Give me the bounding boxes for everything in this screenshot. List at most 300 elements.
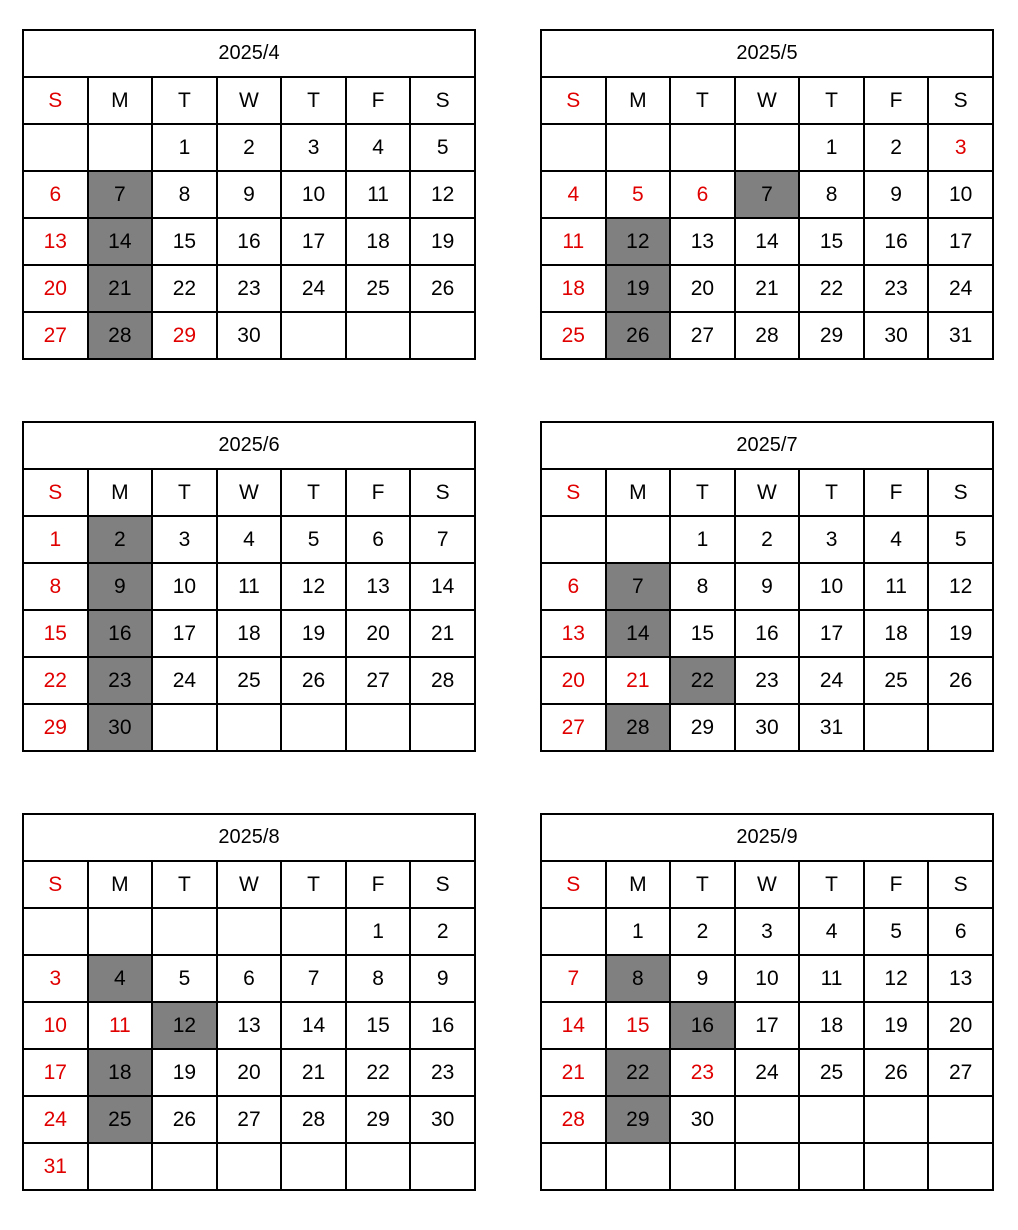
empty-day-cell xyxy=(670,124,735,171)
day-cell: 28 xyxy=(281,1096,346,1143)
day-cell: 24 xyxy=(23,1096,88,1143)
day-cell: 6 xyxy=(217,955,282,1002)
week-row xyxy=(541,563,993,610)
calendar-2025-09 xyxy=(540,813,994,1191)
day-cell: 6 xyxy=(23,171,88,218)
day-cell: 27 xyxy=(346,657,411,704)
weekday-header: T xyxy=(670,469,735,516)
empty-day-cell xyxy=(152,1143,217,1190)
day-cell: 17 xyxy=(152,610,217,657)
week-row xyxy=(23,171,475,218)
empty-day-cell xyxy=(670,1143,735,1190)
day-cell: 9 xyxy=(670,955,735,1002)
calendar-grid xyxy=(22,421,476,752)
day-cell: 3 xyxy=(23,955,88,1002)
week-row xyxy=(541,171,993,218)
day-cell: 24 xyxy=(152,657,217,704)
weekday-header: T xyxy=(799,77,864,124)
day-cell: 25 xyxy=(541,312,606,359)
day-cell: 19 xyxy=(281,610,346,657)
day-cell: 16 xyxy=(217,218,282,265)
day-cell: 16 xyxy=(864,218,929,265)
weekday-header: F xyxy=(864,861,929,908)
weekday-header: F xyxy=(864,77,929,124)
calendar-grid xyxy=(540,813,994,1191)
day-cell: 15 xyxy=(152,218,217,265)
day-cell: 6 xyxy=(670,171,735,218)
day-cell: 11 xyxy=(346,171,411,218)
day-cell: 15 xyxy=(670,610,735,657)
day-cell: 1 xyxy=(670,516,735,563)
day-cell: 23 xyxy=(735,657,800,704)
day-cell: 18 xyxy=(864,610,929,657)
calendar-grid xyxy=(540,29,994,360)
weekday-header: S xyxy=(410,77,475,124)
weekday-header: S xyxy=(23,77,88,124)
day-cell: 22 xyxy=(670,657,735,704)
day-cell: 23 xyxy=(88,657,153,704)
week-row xyxy=(23,218,475,265)
day-cell: 12 xyxy=(606,218,671,265)
empty-day-cell xyxy=(281,312,346,359)
day-cell: 9 xyxy=(735,563,800,610)
day-cell: 22 xyxy=(23,657,88,704)
day-cell: 23 xyxy=(217,265,282,312)
weekday-header: S xyxy=(928,861,993,908)
day-cell: 12 xyxy=(281,563,346,610)
weekday-header: T xyxy=(152,77,217,124)
day-cell: 26 xyxy=(152,1096,217,1143)
day-cell: 29 xyxy=(152,312,217,359)
empty-day-cell xyxy=(541,1143,606,1190)
weekday-header: T xyxy=(281,469,346,516)
day-cell: 29 xyxy=(670,704,735,751)
day-cell: 27 xyxy=(23,312,88,359)
week-row xyxy=(541,265,993,312)
day-cell: 30 xyxy=(88,704,153,751)
day-cell: 30 xyxy=(217,312,282,359)
day-cell: 17 xyxy=(928,218,993,265)
day-cell: 4 xyxy=(864,516,929,563)
day-cell: 16 xyxy=(88,610,153,657)
empty-day-cell xyxy=(541,908,606,955)
day-cell: 29 xyxy=(799,312,864,359)
weekday-header: M xyxy=(606,861,671,908)
day-cell: 14 xyxy=(281,1002,346,1049)
day-cell: 17 xyxy=(23,1049,88,1096)
empty-day-cell xyxy=(217,1143,282,1190)
day-cell: 5 xyxy=(152,955,217,1002)
day-cell: 30 xyxy=(410,1096,475,1143)
month-title: 2025/5 xyxy=(541,30,993,77)
empty-day-cell xyxy=(735,1143,800,1190)
day-cell: 20 xyxy=(217,1049,282,1096)
week-row xyxy=(541,1049,993,1096)
weekday-header: M xyxy=(88,469,153,516)
day-cell: 11 xyxy=(799,955,864,1002)
day-cell: 30 xyxy=(735,704,800,751)
day-cell: 24 xyxy=(928,265,993,312)
empty-day-cell xyxy=(606,1143,671,1190)
week-row xyxy=(541,657,993,704)
day-cell: 23 xyxy=(864,265,929,312)
weekday-header: W xyxy=(217,77,282,124)
day-cell: 14 xyxy=(606,610,671,657)
day-cell: 10 xyxy=(152,563,217,610)
day-cell: 25 xyxy=(799,1049,864,1096)
week-row xyxy=(23,1002,475,1049)
day-cell: 2 xyxy=(217,124,282,171)
day-cell: 22 xyxy=(346,1049,411,1096)
week-row xyxy=(541,312,993,359)
day-cell: 11 xyxy=(217,563,282,610)
day-cell: 26 xyxy=(281,657,346,704)
weekday-header: T xyxy=(281,861,346,908)
day-cell: 1 xyxy=(346,908,411,955)
day-cell: 22 xyxy=(152,265,217,312)
day-cell: 21 xyxy=(606,657,671,704)
day-cell: 10 xyxy=(281,171,346,218)
week-row xyxy=(23,563,475,610)
week-row xyxy=(541,955,993,1002)
empty-day-cell xyxy=(88,124,153,171)
day-cell: 17 xyxy=(799,610,864,657)
day-cell: 28 xyxy=(410,657,475,704)
day-cell: 26 xyxy=(606,312,671,359)
week-row xyxy=(541,704,993,751)
weekday-header: S xyxy=(541,77,606,124)
day-cell: 2 xyxy=(670,908,735,955)
day-cell: 12 xyxy=(410,171,475,218)
day-cell: 18 xyxy=(799,1002,864,1049)
day-cell: 8 xyxy=(152,171,217,218)
weekday-header: S xyxy=(410,861,475,908)
day-cell: 4 xyxy=(541,171,606,218)
day-cell: 31 xyxy=(799,704,864,751)
calendar-2025-07 xyxy=(540,421,994,752)
week-row xyxy=(541,1096,993,1143)
day-cell: 15 xyxy=(606,1002,671,1049)
day-cell: 25 xyxy=(88,1096,153,1143)
weekday-header: T xyxy=(670,861,735,908)
week-row xyxy=(23,955,475,1002)
day-cell: 6 xyxy=(928,908,993,955)
day-cell: 30 xyxy=(864,312,929,359)
weekday-header: S xyxy=(928,469,993,516)
day-cell: 24 xyxy=(281,265,346,312)
weekday-header: M xyxy=(606,469,671,516)
weekday-header: F xyxy=(346,77,411,124)
day-cell: 18 xyxy=(217,610,282,657)
day-cell: 26 xyxy=(410,265,475,312)
empty-day-cell xyxy=(864,704,929,751)
weekday-header: M xyxy=(606,77,671,124)
day-cell: 13 xyxy=(346,563,411,610)
week-row xyxy=(23,265,475,312)
calendar-2025-05 xyxy=(540,29,994,360)
day-cell: 14 xyxy=(735,218,800,265)
empty-day-cell xyxy=(606,516,671,563)
day-cell: 17 xyxy=(735,1002,800,1049)
day-cell: 10 xyxy=(23,1002,88,1049)
day-cell: 13 xyxy=(23,218,88,265)
day-cell: 15 xyxy=(23,610,88,657)
day-cell: 18 xyxy=(88,1049,153,1096)
day-cell: 25 xyxy=(217,657,282,704)
day-cell: 28 xyxy=(606,704,671,751)
calendar-grid xyxy=(540,421,994,752)
month-title: 2025/4 xyxy=(23,30,475,77)
day-cell: 10 xyxy=(735,955,800,1002)
day-cell: 2 xyxy=(735,516,800,563)
day-cell: 7 xyxy=(541,955,606,1002)
empty-day-cell xyxy=(799,1096,864,1143)
empty-day-cell xyxy=(410,312,475,359)
day-cell: 11 xyxy=(88,1002,153,1049)
day-cell: 7 xyxy=(606,563,671,610)
day-cell: 14 xyxy=(410,563,475,610)
calendar-2025-08 xyxy=(22,813,476,1191)
day-cell: 8 xyxy=(346,955,411,1002)
day-cell: 16 xyxy=(735,610,800,657)
day-cell: 9 xyxy=(217,171,282,218)
day-cell: 28 xyxy=(88,312,153,359)
day-cell: 15 xyxy=(346,1002,411,1049)
empty-day-cell xyxy=(88,1143,153,1190)
week-row xyxy=(23,1049,475,1096)
month-title: 2025/6 xyxy=(23,422,475,469)
empty-day-cell xyxy=(281,908,346,955)
empty-day-cell xyxy=(281,704,346,751)
weekday-header: T xyxy=(152,469,217,516)
day-cell: 25 xyxy=(346,265,411,312)
weekday-header: M xyxy=(88,77,153,124)
weekday-header: S xyxy=(541,861,606,908)
weekday-header: W xyxy=(735,77,800,124)
weekday-header: W xyxy=(735,861,800,908)
day-cell: 18 xyxy=(541,265,606,312)
day-cell: 12 xyxy=(864,955,929,1002)
day-cell: 8 xyxy=(23,563,88,610)
week-row xyxy=(541,218,993,265)
day-cell: 11 xyxy=(541,218,606,265)
empty-day-cell xyxy=(410,1143,475,1190)
week-row xyxy=(23,1096,475,1143)
day-cell: 25 xyxy=(864,657,929,704)
day-cell: 21 xyxy=(281,1049,346,1096)
day-cell: 4 xyxy=(217,516,282,563)
day-cell: 21 xyxy=(735,265,800,312)
day-cell: 28 xyxy=(735,312,800,359)
week-row xyxy=(23,124,475,171)
day-cell: 26 xyxy=(928,657,993,704)
weekday-header: S xyxy=(23,861,88,908)
day-cell: 31 xyxy=(928,312,993,359)
empty-day-cell xyxy=(541,516,606,563)
day-cell: 7 xyxy=(281,955,346,1002)
day-cell: 9 xyxy=(864,171,929,218)
day-cell: 19 xyxy=(410,218,475,265)
day-cell: 15 xyxy=(799,218,864,265)
day-cell: 2 xyxy=(864,124,929,171)
weekday-header: M xyxy=(88,861,153,908)
day-cell: 13 xyxy=(217,1002,282,1049)
weekday-header: F xyxy=(864,469,929,516)
weekday-header: W xyxy=(217,469,282,516)
day-cell: 13 xyxy=(670,218,735,265)
day-cell: 27 xyxy=(217,1096,282,1143)
day-cell: 19 xyxy=(606,265,671,312)
day-cell: 13 xyxy=(928,955,993,1002)
empty-day-cell xyxy=(410,704,475,751)
day-cell: 24 xyxy=(735,1049,800,1096)
empty-day-cell xyxy=(152,704,217,751)
empty-day-cell xyxy=(281,1143,346,1190)
day-cell: 19 xyxy=(152,1049,217,1096)
empty-day-cell xyxy=(346,704,411,751)
day-cell: 10 xyxy=(928,171,993,218)
day-cell: 5 xyxy=(864,908,929,955)
day-cell: 6 xyxy=(346,516,411,563)
empty-day-cell xyxy=(928,704,993,751)
empty-day-cell xyxy=(928,1143,993,1190)
calendar-grid xyxy=(22,813,476,1191)
day-cell: 3 xyxy=(799,516,864,563)
day-cell: 4 xyxy=(346,124,411,171)
day-cell: 3 xyxy=(152,516,217,563)
day-cell: 27 xyxy=(928,1049,993,1096)
day-cell: 16 xyxy=(670,1002,735,1049)
week-row xyxy=(541,124,993,171)
day-cell: 4 xyxy=(88,955,153,1002)
weekday-header: T xyxy=(799,861,864,908)
day-cell: 5 xyxy=(928,516,993,563)
week-row xyxy=(23,908,475,955)
day-cell: 29 xyxy=(606,1096,671,1143)
day-cell: 29 xyxy=(346,1096,411,1143)
day-cell: 10 xyxy=(799,563,864,610)
day-cell: 20 xyxy=(928,1002,993,1049)
day-cell: 5 xyxy=(281,516,346,563)
weekday-header: T xyxy=(799,469,864,516)
empty-day-cell xyxy=(152,908,217,955)
empty-day-cell xyxy=(217,704,282,751)
weekday-header: T xyxy=(670,77,735,124)
day-cell: 16 xyxy=(410,1002,475,1049)
empty-day-cell xyxy=(735,124,800,171)
day-cell: 11 xyxy=(864,563,929,610)
day-cell: 1 xyxy=(23,516,88,563)
day-cell: 3 xyxy=(735,908,800,955)
day-cell: 9 xyxy=(88,563,153,610)
day-cell: 13 xyxy=(541,610,606,657)
day-cell: 3 xyxy=(281,124,346,171)
day-cell: 4 xyxy=(799,908,864,955)
day-cell: 5 xyxy=(410,124,475,171)
weekday-header: T xyxy=(152,861,217,908)
day-cell: 14 xyxy=(88,218,153,265)
day-cell: 22 xyxy=(606,1049,671,1096)
day-cell: 7 xyxy=(410,516,475,563)
weekday-header: T xyxy=(281,77,346,124)
week-row xyxy=(541,1143,993,1190)
empty-day-cell xyxy=(799,1143,864,1190)
day-cell: 1 xyxy=(799,124,864,171)
day-cell: 21 xyxy=(88,265,153,312)
empty-day-cell xyxy=(864,1096,929,1143)
day-cell: 19 xyxy=(928,610,993,657)
day-cell: 12 xyxy=(152,1002,217,1049)
day-cell: 20 xyxy=(23,265,88,312)
day-cell: 17 xyxy=(281,218,346,265)
week-row xyxy=(541,610,993,657)
empty-day-cell xyxy=(346,312,411,359)
week-row xyxy=(541,1002,993,1049)
month-title: 2025/7 xyxy=(541,422,993,469)
day-cell: 27 xyxy=(670,312,735,359)
day-cell: 28 xyxy=(541,1096,606,1143)
week-row xyxy=(23,1143,475,1190)
empty-day-cell xyxy=(928,1096,993,1143)
day-cell: 26 xyxy=(864,1049,929,1096)
week-row xyxy=(541,908,993,955)
weekday-header: S xyxy=(928,77,993,124)
day-cell: 27 xyxy=(541,704,606,751)
weekday-header: W xyxy=(735,469,800,516)
weekday-header: W xyxy=(217,861,282,908)
day-cell: 30 xyxy=(670,1096,735,1143)
empty-day-cell xyxy=(23,124,88,171)
day-cell: 24 xyxy=(799,657,864,704)
week-row xyxy=(541,516,993,563)
day-cell: 14 xyxy=(541,1002,606,1049)
day-cell: 12 xyxy=(928,563,993,610)
day-cell: 22 xyxy=(799,265,864,312)
calendar-2025-04 xyxy=(22,29,476,360)
day-cell: 8 xyxy=(670,563,735,610)
month-title: 2025/8 xyxy=(23,814,475,861)
weekday-header: S xyxy=(541,469,606,516)
week-row xyxy=(23,657,475,704)
day-cell: 9 xyxy=(410,955,475,1002)
week-row xyxy=(23,516,475,563)
empty-day-cell xyxy=(217,908,282,955)
weekday-header: S xyxy=(410,469,475,516)
day-cell: 2 xyxy=(88,516,153,563)
empty-day-cell xyxy=(23,908,88,955)
day-cell: 23 xyxy=(670,1049,735,1096)
day-cell: 18 xyxy=(346,218,411,265)
day-cell: 1 xyxy=(152,124,217,171)
empty-day-cell xyxy=(735,1096,800,1143)
day-cell: 2 xyxy=(410,908,475,955)
day-cell: 20 xyxy=(346,610,411,657)
weekday-header: F xyxy=(346,469,411,516)
week-row xyxy=(23,312,475,359)
empty-day-cell xyxy=(346,1143,411,1190)
day-cell: 29 xyxy=(23,704,88,751)
day-cell: 1 xyxy=(606,908,671,955)
day-cell: 8 xyxy=(799,171,864,218)
weekday-header: F xyxy=(346,861,411,908)
day-cell: 8 xyxy=(606,955,671,1002)
day-cell: 5 xyxy=(606,171,671,218)
day-cell: 7 xyxy=(735,171,800,218)
day-cell: 21 xyxy=(541,1049,606,1096)
month-title: 2025/9 xyxy=(541,814,993,861)
empty-day-cell xyxy=(88,908,153,955)
week-row xyxy=(23,704,475,751)
